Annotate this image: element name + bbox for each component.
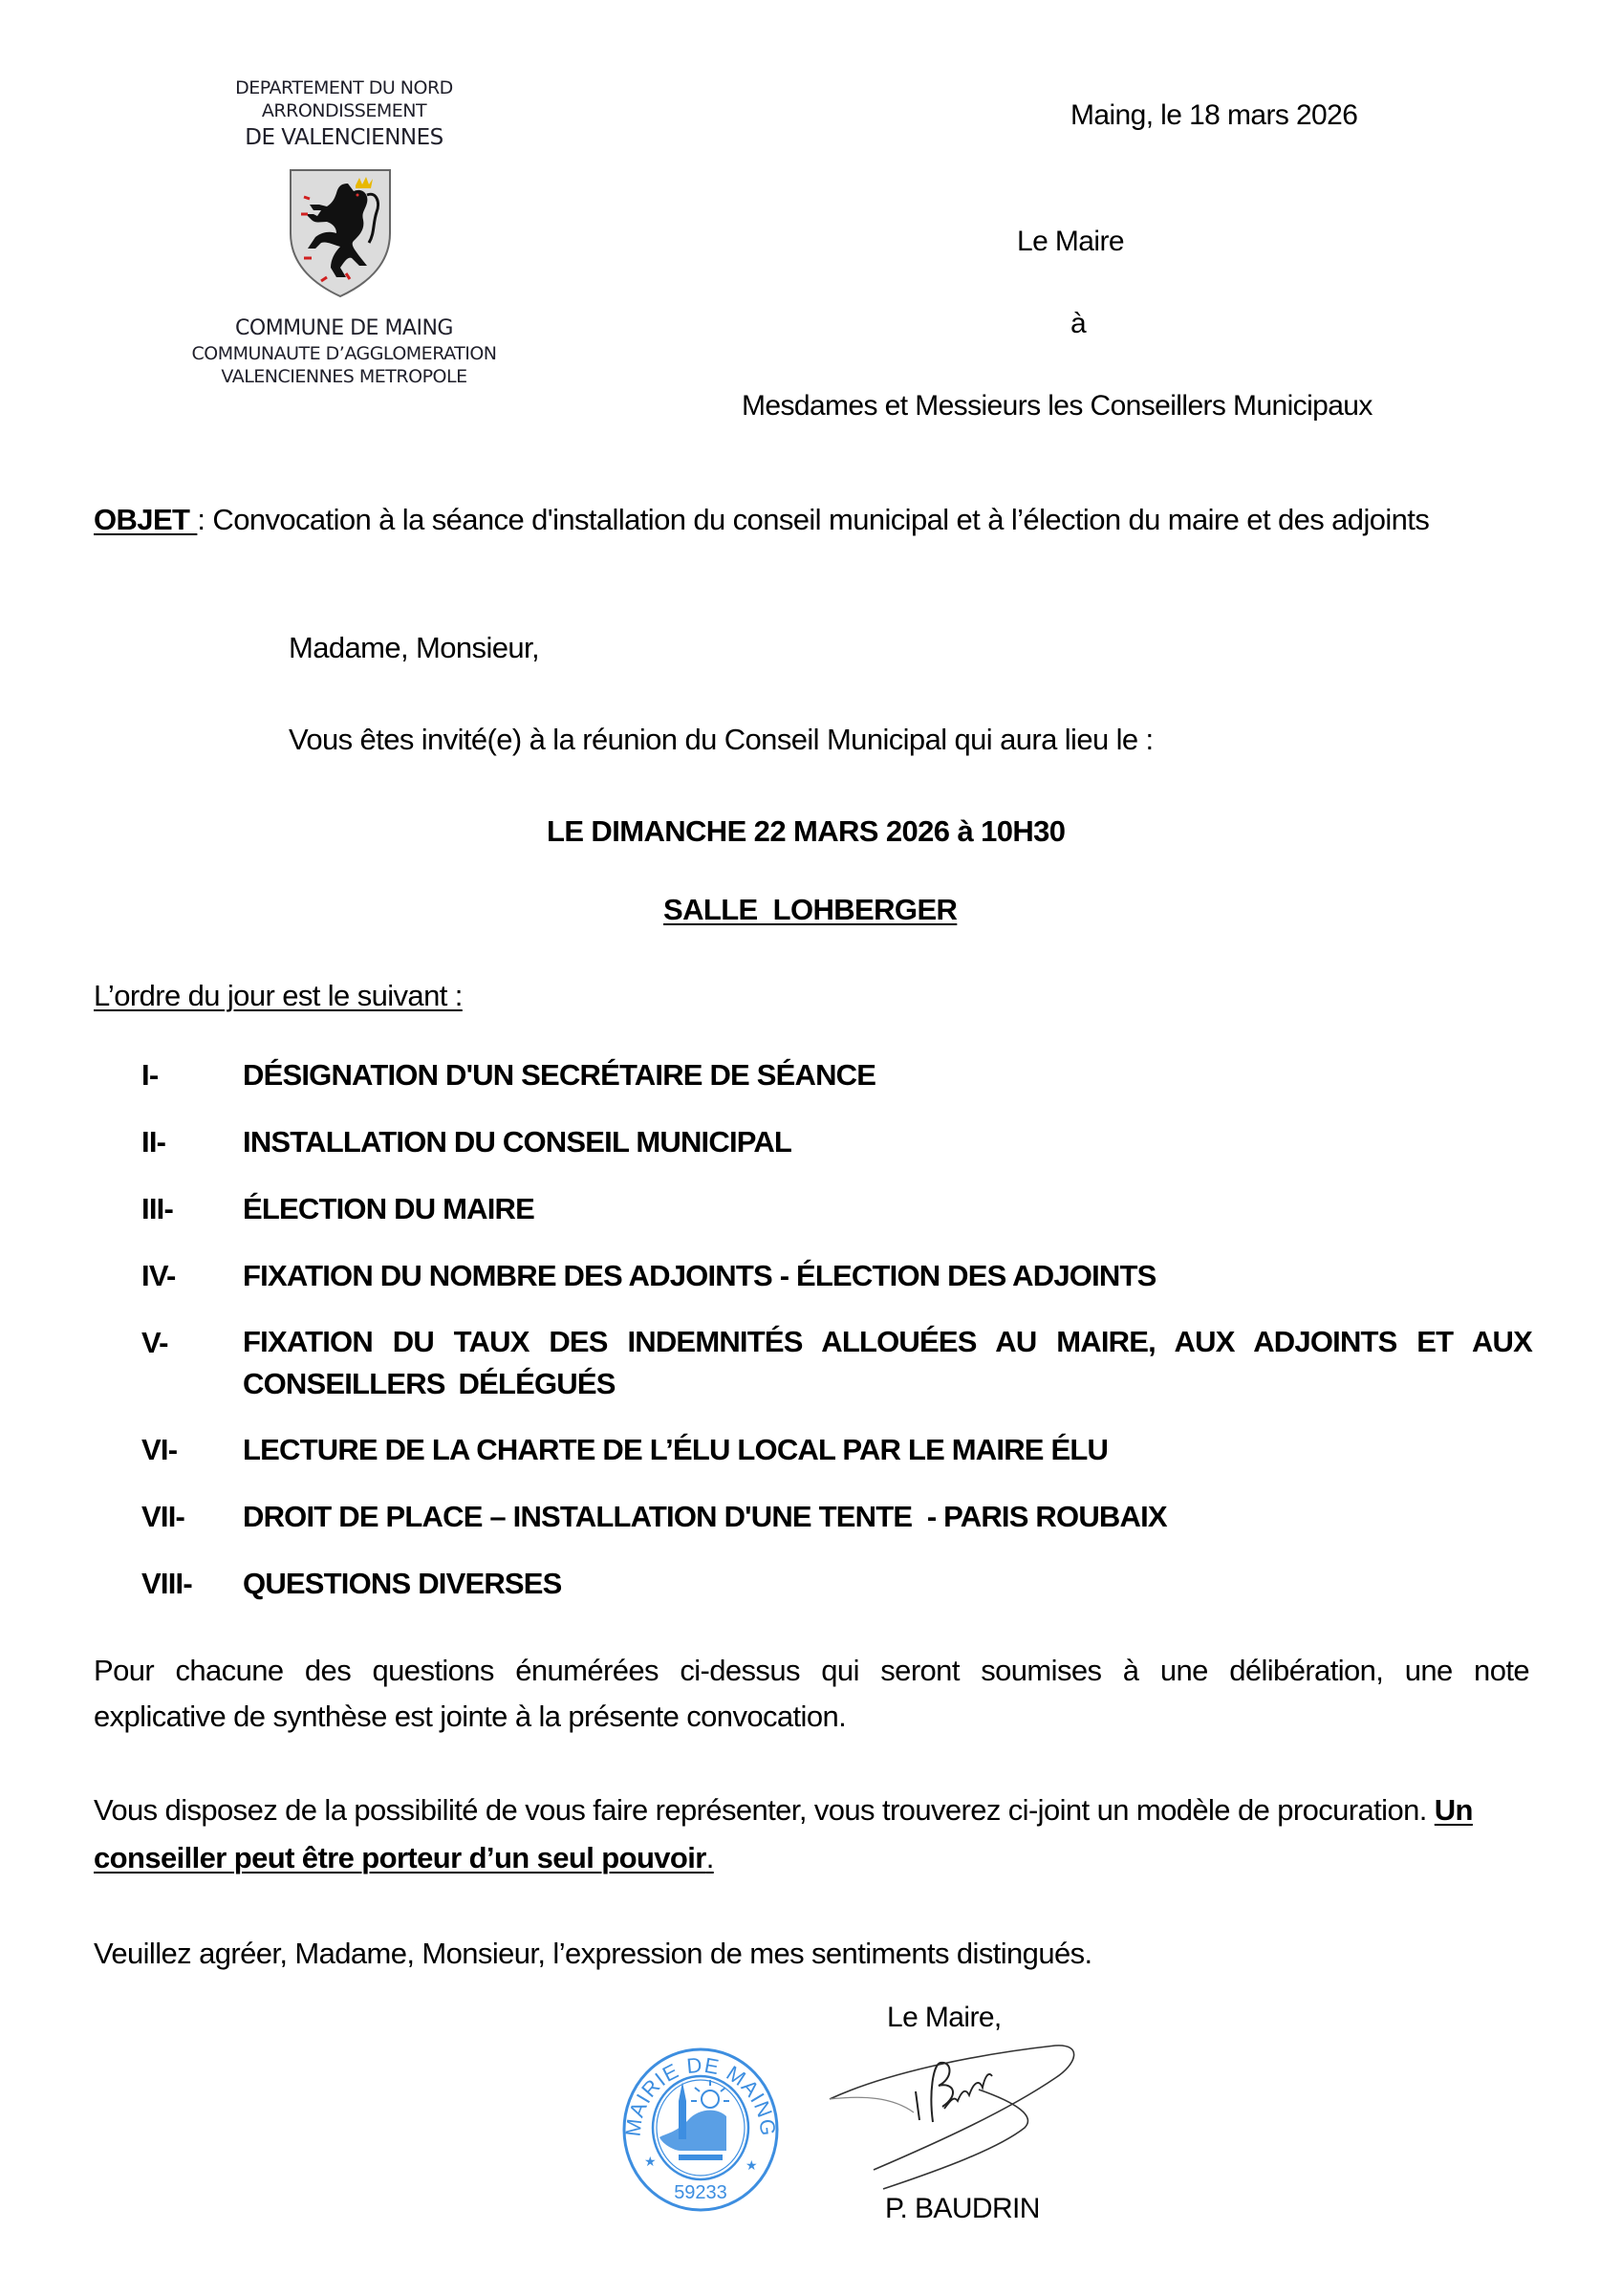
coat-of-arms-icon (287, 166, 394, 300)
signature-scribble-icon (826, 2036, 1093, 2208)
stamp-star-right: ★ (746, 2158, 758, 2174)
proxy-paragraph-line1 (94, 1793, 1537, 1828)
letterhead-commune: COMMUNE DE MAING (235, 316, 453, 340)
agenda-item-text: DROIT DE PLACE – INSTALLATION D'UNE TENTE - PARIS ROUBAIX (243, 1500, 1167, 1533)
letterhead-agglomeration: COMMUNAUTE D’AGGLOMERATION (191, 343, 497, 364)
letterhead-arrondissement: ARRONDISSEMENT (261, 100, 427, 121)
stamp-text: MAIRIE DE MAING (620, 2052, 781, 2138)
agenda-item-text: DÉSIGNATION D'UN SECRÉTAIRE DE SÉANCE (243, 1058, 876, 1092)
meeting-venue: SALLE LOHBERGER (663, 893, 958, 926)
invitation-text: Vous êtes invité(e) à la réunion du Conseil Municipal qui aura lieu le : (289, 723, 1154, 756)
agenda-item-number: VII- (141, 1500, 185, 1533)
signatory-name: P. BAUDRIN (885, 2193, 1040, 2224)
proxy-emphasis-start: Un (1434, 1793, 1473, 1827)
object-text: : Convocation à la séance d'installation du conseil municipal et à l’élection du maire et des adjoints (197, 503, 1430, 536)
letterhead-commune-block (153, 315, 535, 388)
agenda-item (141, 1321, 1532, 1409)
agenda-item-number: VIII- (141, 1567, 192, 1600)
agenda-item-text: FIXATION DU TAUX DES INDEMNITÉS ALLOUÉES AU MAIRE, AUX ADJOINTS ET AUX CONSEILLERS DÉLÉGUÉS (243, 1325, 1532, 1400)
agenda-item-number: IV- (141, 1259, 176, 1292)
date-line: Maing, le 18 mars 2026 (1070, 99, 1358, 131)
letterhead-metropole: VALENCIENNES METROPOLE (221, 366, 467, 387)
sender-line: Le Maire (1017, 226, 1124, 257)
letterhead (153, 76, 535, 153)
agenda-item-number: I- (141, 1058, 159, 1092)
letterhead-department: DEPARTEMENT DU NORD (235, 77, 453, 98)
agenda-item-text: LECTURE DE LA CHARTE DE L’ÉLU LOCAL PAR LE MAIRE ÉLU (243, 1433, 1109, 1466)
stamp-star-left: ★ (644, 2155, 657, 2170)
signature-title: Le Maire, (887, 2002, 1002, 2033)
object-label: OBJET (94, 503, 198, 536)
stamp-postcode: 59233 (674, 2182, 727, 2203)
agenda-item-number: II- (141, 1125, 166, 1159)
agenda-item-number: III- (141, 1192, 173, 1225)
agenda-intro: L’ordre du jour est le suivant : (94, 979, 463, 1012)
proxy-period: . (705, 1841, 714, 1874)
official-stamp-icon (619, 2044, 782, 2216)
agenda-item-number: VI- (141, 1433, 178, 1466)
proxy-paragraph-line2 (94, 1841, 714, 1875)
salutation: Madame, Monsieur, (289, 631, 540, 664)
agenda-item-text: QUESTIONS DIVERSES (243, 1567, 562, 1600)
notes-paragraph-line2: explicative de synthèse est jointe à la présente convocation. (94, 1700, 847, 1733)
agenda-item-text: FIXATION DU NOMBRE DES ADJOINTS - ÉLECTION DES ADJOINTS (243, 1259, 1156, 1292)
notes-paragraph-line1: Pour chacune des questions énumérées ci-dessus qui seront soumises à une délibération, une note (94, 1654, 1529, 1687)
meeting-datetime: LE DIMANCHE 22 MARS 2026 à 10H30 (547, 814, 1066, 848)
agenda-item-number: V- (141, 1326, 168, 1359)
proxy-text: Vous disposez de la possibilité de vous faire représenter, vous trouverez ci-joint un modèle de procuration. (94, 1793, 1427, 1827)
proxy-emphasis-end: conseiller peut être porteur d’un seul pouvoir (94, 1841, 706, 1874)
to-line: à (1070, 308, 1087, 339)
agenda-item-text: ÉLECTION DU MAIRE (243, 1192, 535, 1225)
closing-formula: Veuillez agréer, Madame, Monsieur, l’expression de mes sentiments distingués. (94, 1937, 1092, 1970)
agenda-item-text: INSTALLATION DU CONSEIL MUNICIPAL (243, 1125, 792, 1159)
recipients-line: Mesdames et Messieurs les Conseillers Municipaux (742, 390, 1372, 422)
letterhead-valenciennes: DE VALENCIENNES (245, 125, 443, 150)
object-line (94, 503, 1429, 537)
